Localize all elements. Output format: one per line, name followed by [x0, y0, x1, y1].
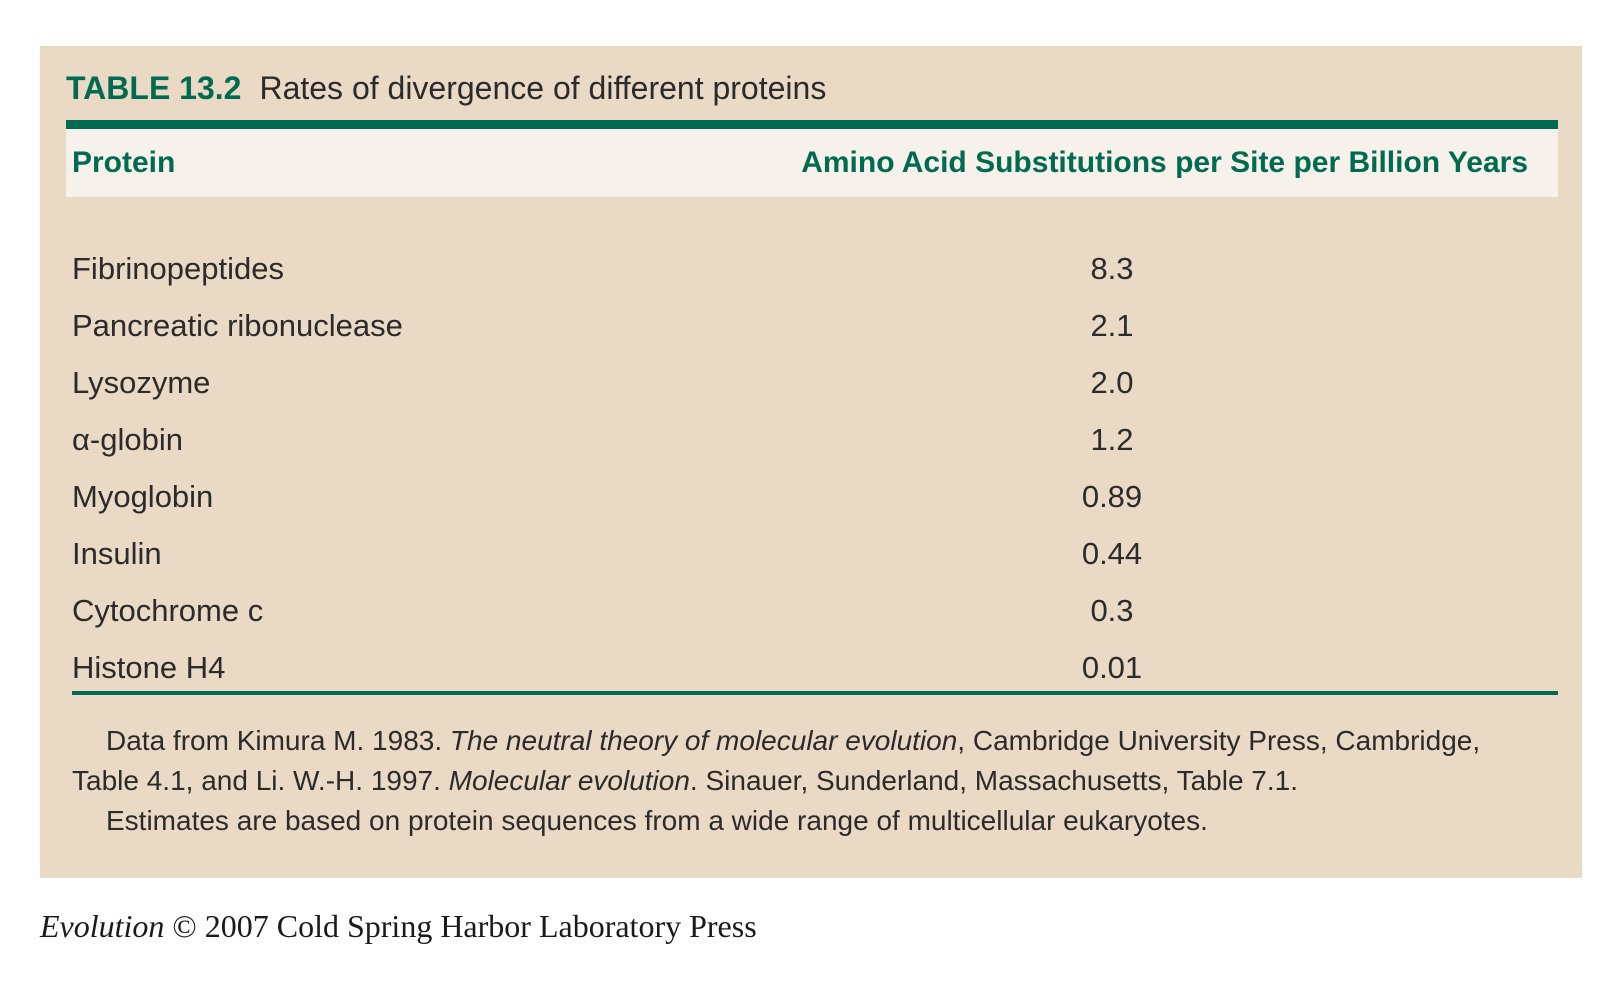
- table-row: [72, 639, 1532, 696]
- table-row: [72, 297, 1532, 354]
- protein-name: Pancreatic ribonuclease: [72, 308, 403, 343]
- bottom-rule: [72, 691, 1558, 695]
- footnote-book-title-1: The neutral theory of molecular evolution: [449, 725, 958, 756]
- table-row: [72, 240, 1532, 297]
- table-row: [72, 525, 1532, 582]
- substitution-rate: 8.3: [1090, 251, 1134, 286]
- footnote-source-suffix: . Sinauer, Sunderland, Massachusetts, Table 7.1.: [689, 765, 1299, 796]
- footnote-book-title-2: Molecular evolution: [448, 765, 690, 796]
- substitution-rate: 0.3: [1090, 593, 1134, 628]
- top-rule: [66, 120, 1558, 129]
- protein-name: Fibrinopeptides: [72, 251, 284, 286]
- footnote-estimates: Estimates are based on protein sequences from a wide range of multicellular eukaryotes.: [106, 805, 1208, 836]
- table-row: [72, 468, 1532, 525]
- footnote-source: [72, 721, 1552, 801]
- table-panel: [40, 46, 1582, 878]
- protein-name: Histone H4: [72, 650, 226, 685]
- substitution-rate: 1.2: [1090, 422, 1134, 457]
- protein-name: Lysozyme: [72, 365, 211, 400]
- protein-name: Myoglobin: [72, 479, 214, 514]
- substitution-rate: 0.89: [1081, 479, 1143, 514]
- table-header: [66, 129, 1558, 197]
- substitution-rate: 0.44: [1081, 536, 1143, 571]
- column-header-protein: Protein: [72, 146, 176, 179]
- table-row: [72, 411, 1532, 468]
- column-header-rate: Amino Acid Substitutions per Site per Billion Years: [801, 146, 1528, 179]
- table-body: [72, 240, 1532, 696]
- substitution-rate: 2.0: [1090, 365, 1134, 400]
- table-number: TABLE 13.2: [66, 70, 242, 106]
- footnote-source-prefix: Data from Kimura M. 1983.: [106, 725, 450, 756]
- protein-name: Insulin: [72, 536, 162, 571]
- table-row: [72, 354, 1532, 411]
- substitution-rate: 0.01: [1081, 650, 1143, 685]
- footnote-source-mid: , Cambridge University Press, Cambridge, Table 4.1, and Li. W.-H. 1997.: [72, 725, 1481, 796]
- substitution-rate: 2.1: [1090, 308, 1134, 343]
- protein-name: Cytochrome c: [72, 593, 264, 628]
- table-footnote: [72, 721, 1552, 841]
- table-caption: Rates of divergence of different proteins: [259, 70, 827, 106]
- protein-name: α-globin: [72, 422, 183, 457]
- table-title: [66, 68, 826, 108]
- credit-book-title: Evolution: [40, 908, 165, 944]
- credit-publisher: © 2007 Cold Spring Harbor Laboratory Press: [164, 908, 757, 944]
- copyright-credit: [40, 906, 757, 946]
- table-row: [72, 582, 1532, 639]
